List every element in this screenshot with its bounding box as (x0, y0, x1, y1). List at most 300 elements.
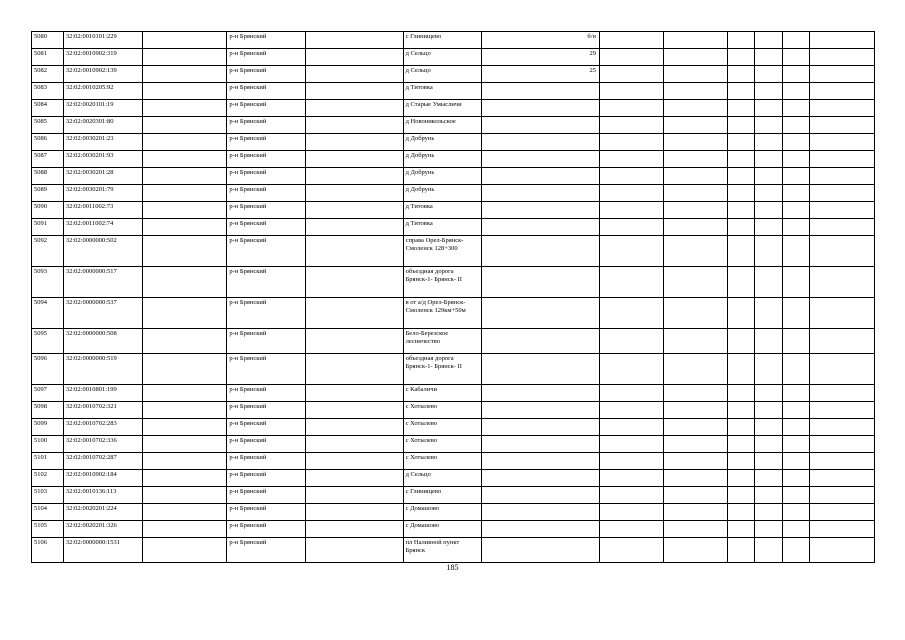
table-cell-empty (754, 354, 782, 385)
table-cell-empty (782, 202, 810, 219)
table-cell-empty (663, 185, 728, 202)
cell-cadastral-number: 32:02:0020301:80 (63, 117, 143, 134)
cell-region: р-н Брянский (227, 470, 306, 487)
table-cell-empty (599, 100, 663, 117)
table-cell-empty (728, 453, 755, 470)
cell-locality: с Кабаличи (403, 385, 482, 402)
table-cell-empty (599, 185, 663, 202)
table-cell-empty (599, 521, 663, 538)
table-cell-empty (782, 385, 810, 402)
table-cell-empty (599, 151, 663, 168)
cell-house-number (482, 219, 600, 236)
table-cell-empty (305, 49, 403, 66)
cell-house-number (482, 83, 600, 100)
table-cell-empty (663, 236, 728, 267)
cell-region: р-н Брянский (227, 100, 306, 117)
cell-row-number: 5081 (32, 49, 64, 66)
table-cell-empty (810, 470, 875, 487)
cell-locality: с Хотылево (403, 436, 482, 453)
table-cell-empty (728, 202, 755, 219)
cell-house-number (482, 504, 600, 521)
table-cell-empty (143, 538, 227, 563)
table-cell-empty (782, 100, 810, 117)
cell-row-number: 5099 (32, 419, 64, 436)
table-cell-empty (143, 151, 227, 168)
table-cell-empty (728, 168, 755, 185)
table-cell-empty (599, 453, 663, 470)
cell-locality: Бело-Березское лесничество (403, 329, 482, 354)
table-cell-empty (754, 267, 782, 298)
table-cell-empty (782, 436, 810, 453)
table-cell-empty (810, 134, 875, 151)
table-cell-empty (754, 83, 782, 100)
table-cell-empty (143, 436, 227, 453)
cell-locality: д Добрунь (403, 168, 482, 185)
cell-cadastral-number: 32:02:0030201:93 (63, 151, 143, 168)
cell-region: р-н Брянский (227, 298, 306, 329)
table-cell-empty (754, 100, 782, 117)
cell-row-number: 5105 (32, 521, 64, 538)
table-cell-empty (728, 151, 755, 168)
cell-cadastral-number: 32:02:0000000:537 (63, 298, 143, 329)
table-cell-empty (143, 487, 227, 504)
table-row (32, 298, 875, 329)
cell-region: р-н Брянский (227, 504, 306, 521)
table-cell-empty (782, 32, 810, 49)
table-row (32, 267, 875, 298)
table-cell-empty (810, 168, 875, 185)
table-cell-empty (305, 436, 403, 453)
table-cell-empty (663, 504, 728, 521)
cell-row-number: 5106 (32, 538, 64, 563)
cell-region: р-н Брянский (227, 66, 306, 83)
cell-locality: пл Наливной пункт Брянск (403, 538, 482, 563)
cell-region: р-н Брянский (227, 83, 306, 100)
cell-row-number: 5087 (32, 151, 64, 168)
table-cell-empty (599, 219, 663, 236)
cell-cadastral-number: 32:02:0010902:319 (63, 49, 143, 66)
table-cell-empty (305, 66, 403, 83)
cell-locality: д Добрунь (403, 185, 482, 202)
table-cell-empty (728, 521, 755, 538)
table-cell-empty (305, 470, 403, 487)
table-cell-empty (305, 267, 403, 298)
cell-row-number: 5080 (32, 32, 64, 49)
registry-table (31, 31, 875, 563)
table-cell-empty (782, 49, 810, 66)
table-cell-empty (599, 32, 663, 49)
table-cell-empty (663, 354, 728, 385)
table-cell-empty (782, 219, 810, 236)
cell-house-number (482, 385, 600, 402)
table-cell-empty (782, 538, 810, 563)
table-cell-empty (782, 470, 810, 487)
table-cell-empty (810, 385, 875, 402)
table-cell-empty (810, 329, 875, 354)
cell-row-number: 5097 (32, 385, 64, 402)
table-cell-empty (599, 267, 663, 298)
cell-locality: д Добрунь (403, 134, 482, 151)
cell-house-number (482, 538, 600, 563)
cell-house-number (482, 354, 600, 385)
table-cell-empty (305, 521, 403, 538)
cell-cadastral-number: 32:02:0010205:92 (63, 83, 143, 100)
table-cell-empty (305, 219, 403, 236)
table-cell-empty (754, 487, 782, 504)
cell-row-number: 5102 (32, 470, 64, 487)
table-cell-empty (305, 487, 403, 504)
cell-cadastral-number: 32:02:0010136:113 (63, 487, 143, 504)
table-row (32, 453, 875, 470)
table-cell-empty (599, 504, 663, 521)
table-cell-empty (728, 185, 755, 202)
cell-house-number: 29 (482, 49, 600, 66)
table-cell-empty (305, 151, 403, 168)
cell-row-number: 5083 (32, 83, 64, 100)
cell-row-number: 5103 (32, 487, 64, 504)
table-cell-empty (754, 453, 782, 470)
table-cell-empty (143, 134, 227, 151)
table-cell-empty (810, 453, 875, 470)
table-row (32, 436, 875, 453)
table-cell-empty (810, 185, 875, 202)
cell-region: р-н Брянский (227, 453, 306, 470)
table-cell-empty (143, 419, 227, 436)
table-cell-empty (810, 298, 875, 329)
table-row (32, 419, 875, 436)
table-cell-empty (754, 402, 782, 419)
table-cell-empty (143, 385, 227, 402)
table-row (32, 100, 875, 117)
table-cell-empty (305, 298, 403, 329)
table-cell-empty (599, 470, 663, 487)
cell-region: р-н Брянский (227, 219, 306, 236)
table-cell-empty (143, 66, 227, 83)
table-cell-empty (728, 487, 755, 504)
table-cell-empty (810, 219, 875, 236)
cell-region: р-н Брянский (227, 185, 306, 202)
cell-region: р-н Брянский (227, 168, 306, 185)
table-cell-empty (663, 538, 728, 563)
table-cell-empty (728, 329, 755, 354)
table-cell-empty (810, 521, 875, 538)
cell-cadastral-number: 32:02:0011002:74 (63, 219, 143, 236)
cell-cadastral-number: 32:02:0000000:1531 (63, 538, 143, 563)
cell-region: р-н Брянский (227, 202, 306, 219)
cell-house-number (482, 436, 600, 453)
table-cell-empty (728, 49, 755, 66)
table-cell-empty (782, 354, 810, 385)
table-cell-empty (663, 298, 728, 329)
table-cell-empty (728, 470, 755, 487)
table-cell-empty (663, 329, 728, 354)
cell-cadastral-number: 32:02:0030201:23 (63, 134, 143, 151)
table-cell-empty (143, 49, 227, 66)
cell-row-number: 5098 (32, 402, 64, 419)
table-cell-empty (143, 219, 227, 236)
table-row (32, 219, 875, 236)
cell-house-number: б/н (482, 32, 600, 49)
cell-locality: с Хотылево (403, 419, 482, 436)
table-cell-empty (599, 117, 663, 134)
table-cell-empty (305, 185, 403, 202)
cell-locality: с Хотылево (403, 453, 482, 470)
table-cell-empty (728, 267, 755, 298)
table-cell-empty (305, 32, 403, 49)
cell-row-number: 5085 (32, 117, 64, 134)
table-cell-empty (754, 504, 782, 521)
cell-row-number: 5100 (32, 436, 64, 453)
cell-cadastral-number: 32:02:0011002:73 (63, 202, 143, 219)
table-cell-empty (810, 267, 875, 298)
cell-house-number: 25 (482, 66, 600, 83)
table-cell-empty (754, 329, 782, 354)
cell-locality: д Добрунь (403, 151, 482, 168)
cell-house-number (482, 298, 600, 329)
table-cell-empty (305, 419, 403, 436)
table-cell-empty (599, 66, 663, 83)
table-cell-empty (143, 83, 227, 100)
table-cell-empty (782, 117, 810, 134)
cell-row-number: 5101 (32, 453, 64, 470)
cell-cadastral-number: 32:02:0020201:224 (63, 504, 143, 521)
table-cell-empty (810, 538, 875, 563)
table-cell-empty (599, 49, 663, 66)
table-cell-empty (754, 385, 782, 402)
table-cell-empty (599, 538, 663, 563)
table-cell-empty (728, 298, 755, 329)
table-cell-empty (663, 151, 728, 168)
table-cell-empty (782, 402, 810, 419)
table-row (32, 66, 875, 83)
cell-house-number (482, 100, 600, 117)
table-cell-empty (305, 236, 403, 267)
table-cell-empty (663, 83, 728, 100)
cell-cadastral-number: 32:02:0000000:519 (63, 354, 143, 385)
table-row (32, 49, 875, 66)
cell-house-number (482, 117, 600, 134)
cell-cadastral-number: 32:02:0010101:229 (63, 32, 143, 49)
table-cell-empty (810, 202, 875, 219)
table-cell-empty (663, 267, 728, 298)
cell-cadastral-number: 32:02:0010702:321 (63, 402, 143, 419)
table-cell-empty (782, 267, 810, 298)
table-cell-empty (782, 504, 810, 521)
table-cell-empty (305, 134, 403, 151)
table-cell-empty (728, 385, 755, 402)
table-row (32, 185, 875, 202)
table-cell-empty (754, 49, 782, 66)
table-cell-empty (782, 185, 810, 202)
table-row (32, 470, 875, 487)
table-cell-empty (728, 117, 755, 134)
table-cell-empty (810, 436, 875, 453)
table-cell-empty (143, 168, 227, 185)
table-cell-empty (754, 219, 782, 236)
table-cell-empty (305, 354, 403, 385)
table-cell-empty (599, 402, 663, 419)
table-cell-empty (782, 168, 810, 185)
cell-region: р-н Брянский (227, 236, 306, 267)
cell-house-number (482, 419, 600, 436)
table-row (32, 202, 875, 219)
cell-region: р-н Брянский (227, 267, 306, 298)
cell-locality: д Сельцо (403, 49, 482, 66)
cell-cadastral-number: 32:02:0020101:19 (63, 100, 143, 117)
table-cell-empty (599, 168, 663, 185)
cell-house-number (482, 521, 600, 538)
table-cell-empty (810, 100, 875, 117)
table-cell-empty (728, 236, 755, 267)
cell-row-number: 5096 (32, 354, 64, 385)
table-row (32, 151, 875, 168)
cell-locality: с Домашово (403, 521, 482, 538)
cell-locality: д Новоникольское (403, 117, 482, 134)
table-cell-empty (663, 219, 728, 236)
table-cell-empty (810, 151, 875, 168)
table-cell-empty (143, 298, 227, 329)
cell-locality: д Сельцо (403, 66, 482, 83)
table-cell-empty (782, 329, 810, 354)
cell-row-number: 5089 (32, 185, 64, 202)
table-cell-empty (810, 487, 875, 504)
table-cell-empty (143, 117, 227, 134)
cell-locality: с Домашово (403, 504, 482, 521)
table-cell-empty (728, 436, 755, 453)
cell-locality: в от а/д Орел-Брянск-Смоленск 129км+50м (403, 298, 482, 329)
table-cell-empty (599, 202, 663, 219)
cell-row-number: 5082 (32, 66, 64, 83)
table-cell-empty (663, 117, 728, 134)
table-cell-empty (663, 385, 728, 402)
table-row (32, 354, 875, 385)
table-cell-empty (143, 521, 227, 538)
table-cell-empty (305, 504, 403, 521)
table-cell-empty (754, 185, 782, 202)
table-cell-empty (305, 100, 403, 117)
cell-row-number: 5091 (32, 219, 64, 236)
table-cell-empty (754, 436, 782, 453)
cell-house-number (482, 329, 600, 354)
table-cell-empty (782, 521, 810, 538)
table-cell-empty (663, 453, 728, 470)
table-cell-empty (728, 100, 755, 117)
table-cell-empty (728, 504, 755, 521)
table-cell-empty (599, 329, 663, 354)
cell-cadastral-number: 32:02:0030201:79 (63, 185, 143, 202)
table-cell-empty (599, 419, 663, 436)
cell-row-number: 5088 (32, 168, 64, 185)
cell-house-number (482, 470, 600, 487)
cell-row-number: 5094 (32, 298, 64, 329)
table-row (32, 538, 875, 563)
cell-house-number (482, 202, 600, 219)
table-cell-empty (754, 470, 782, 487)
table-cell-empty (728, 219, 755, 236)
cell-locality: д Титовка (403, 219, 482, 236)
cell-region: р-н Брянский (227, 487, 306, 504)
table-cell-empty (305, 168, 403, 185)
table-cell-empty (305, 83, 403, 100)
table-cell-empty (782, 453, 810, 470)
table-cell-empty (754, 134, 782, 151)
cell-row-number: 5095 (32, 329, 64, 354)
table-cell-empty (143, 100, 227, 117)
table-row (32, 117, 875, 134)
table-cell-empty (754, 151, 782, 168)
cell-region: р-н Брянский (227, 32, 306, 49)
cell-house-number (482, 267, 600, 298)
cell-row-number: 5092 (32, 236, 64, 267)
table-cell-empty (728, 134, 755, 151)
table-cell-empty (810, 49, 875, 66)
table-cell-empty (663, 402, 728, 419)
cell-house-number (482, 487, 600, 504)
cell-region: р-н Брянский (227, 436, 306, 453)
cell-row-number: 5086 (32, 134, 64, 151)
table-cell-empty (754, 168, 782, 185)
cell-region: р-н Брянский (227, 117, 306, 134)
cell-cadastral-number: 32:02:0020201:326 (63, 521, 143, 538)
cell-house-number (482, 402, 600, 419)
cell-row-number: 5104 (32, 504, 64, 521)
table-cell-empty (782, 134, 810, 151)
cell-locality: д Титовка (403, 202, 482, 219)
cell-cadastral-number: 32:02:0010702:283 (63, 419, 143, 436)
table-cell-empty (663, 134, 728, 151)
cell-cadastral-number: 32:02:0010902:184 (63, 470, 143, 487)
table-cell-empty (754, 32, 782, 49)
table-cell-empty (754, 521, 782, 538)
cell-locality: с Глинищево (403, 32, 482, 49)
table-cell-empty (754, 117, 782, 134)
table-cell-empty (663, 32, 728, 49)
table-cell-empty (143, 267, 227, 298)
table-cell-empty (810, 32, 875, 49)
table-cell-empty (143, 202, 227, 219)
table-cell-empty (599, 83, 663, 100)
page-number: 185 (446, 563, 459, 572)
table-cell-empty (782, 151, 810, 168)
table-cell-empty (143, 354, 227, 385)
cell-house-number (482, 185, 600, 202)
cell-house-number (482, 134, 600, 151)
table-row (32, 32, 875, 49)
table-cell-empty (663, 436, 728, 453)
table-cell-empty (143, 32, 227, 49)
cell-house-number (482, 236, 600, 267)
table-cell-empty (599, 134, 663, 151)
table-cell-empty (810, 83, 875, 100)
cell-region: р-н Брянский (227, 402, 306, 419)
cell-locality: д Титовка (403, 83, 482, 100)
cell-cadastral-number: 32:02:0010902:139 (63, 66, 143, 83)
table-cell-empty (754, 66, 782, 83)
cell-locality: объездная дорога Брянск-1- Брянск- II (403, 354, 482, 385)
table-cell-empty (305, 329, 403, 354)
table-cell-empty (810, 66, 875, 83)
table-cell-empty (663, 168, 728, 185)
table-cell-empty (754, 202, 782, 219)
table-cell-empty (143, 453, 227, 470)
cell-cadastral-number: 32:02:0000000:502 (63, 236, 143, 267)
cell-cadastral-number: 32:02:0010702:287 (63, 453, 143, 470)
table-cell-empty (663, 419, 728, 436)
table-cell-empty (305, 117, 403, 134)
table-row (32, 236, 875, 267)
table-row (32, 402, 875, 419)
cell-region: р-н Брянский (227, 521, 306, 538)
